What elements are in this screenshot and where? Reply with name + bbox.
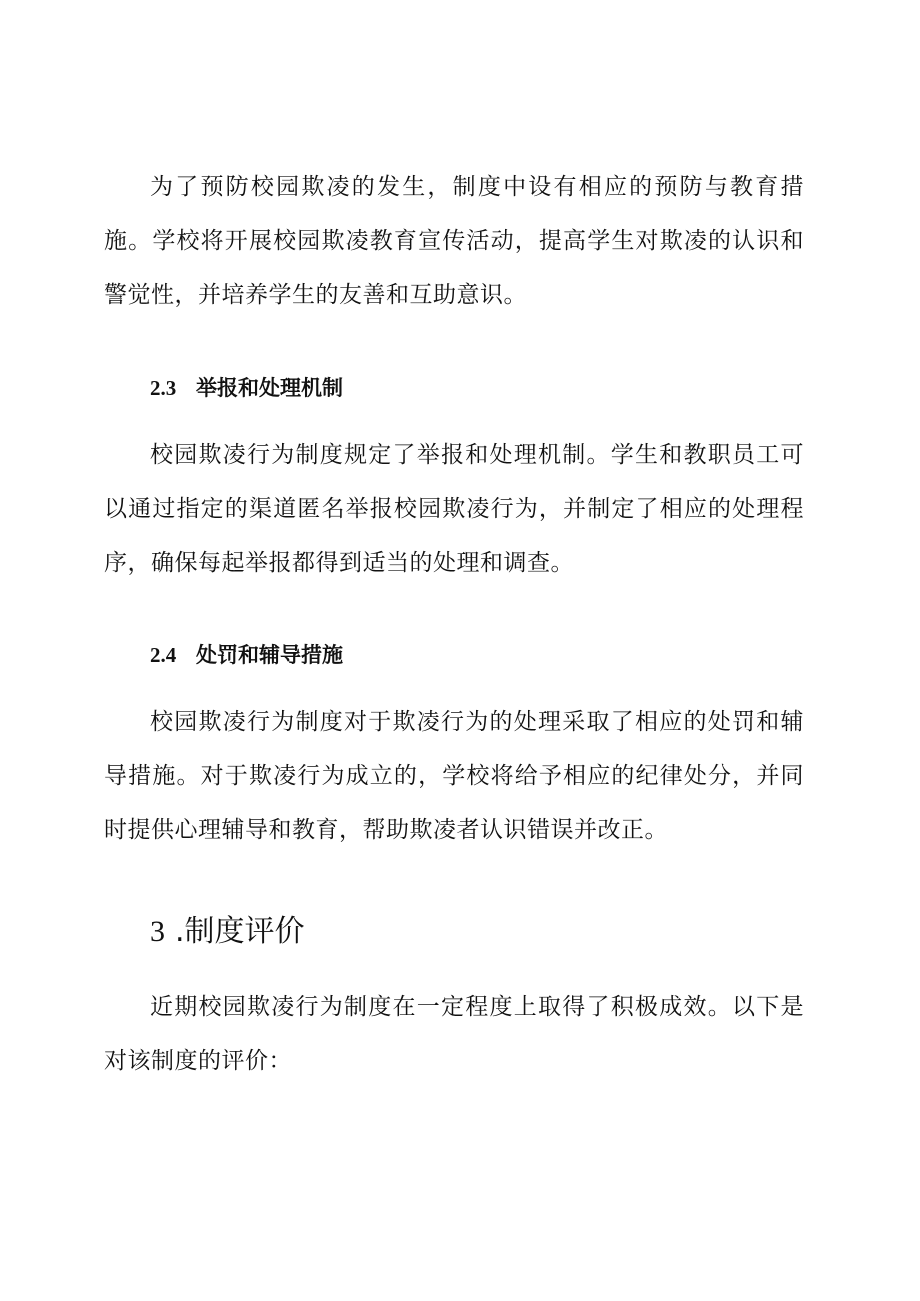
paragraph-reporting: 校园欺凌行为制度规定了举报和处理机制。学生和教职员工可以通过指定的渠道匿名举报校园欺凌行为，并制定了相应的处理程序，确保每起举报都得到适当的处理和调查。 (104, 442, 804, 576)
section-title: 处罚和辅导措施 (196, 642, 343, 667)
paragraph-evaluation: 近期校园欺凌行为制度在一定程度上取得了积极成效。以下是对该制度的评价： (104, 994, 804, 1074)
section-heading-3 (150, 912, 305, 952)
section-heading-2-4 (150, 641, 343, 669)
section-number: 3 (150, 915, 165, 948)
section-title: .制度评价 (175, 914, 305, 949)
paragraph-discipline: 校园欺凌行为制度对于欺凌行为的处理采取了相应的处罚和辅导措施。对于欺凌行为成立的，学校将给予相应的纪律处分，并同时提供心理辅导和教育，帮助欺凌者认识错误并改正。 (104, 709, 804, 843)
section-number: 2.4 (150, 643, 177, 667)
section-heading-2-3 (150, 374, 343, 402)
section-title: 举报和处理机制 (196, 375, 343, 400)
section-number: 2.3 (150, 376, 177, 400)
paragraph-prevention: 为了预防校园欺凌的发生，制度中设有相应的预防与教育措施。学校将开展校园欺凌教育宣传活动，提高学生对欺凌的认识和警觉性，并培养学生的友善和互助意识。 (104, 174, 804, 308)
